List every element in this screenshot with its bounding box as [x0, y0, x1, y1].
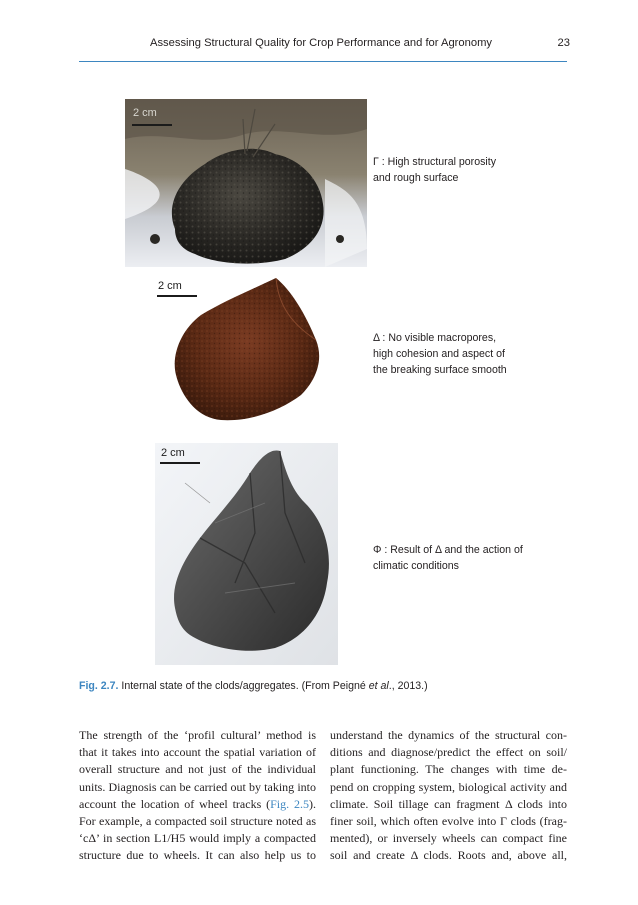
body-line: understand the dynamics of the structural con-	[330, 728, 567, 742]
body-line: units. Diagnosis can be carried out by taking into	[79, 779, 316, 794]
caption-italic: et al	[368, 680, 389, 692]
body-line: that it takes into account the spatial variation of	[79, 745, 316, 760]
caption-text-end: ., 2013.)	[388, 680, 428, 692]
figure-caption	[79, 680, 569, 692]
body-line: pend on cropping system, biological activity and	[330, 779, 567, 794]
body-line: ‘cΔ’ in section L1/H5 would imply a compacted	[79, 831, 316, 846]
annotation-delta	[373, 330, 507, 378]
body-line: finer soil, which often evolve into Γ clods (frag-	[330, 813, 567, 828]
annotation-line: high cohesion and aspect of	[373, 348, 505, 360]
body-line: structure due to wheels. It can also help us to	[79, 848, 316, 863]
body-column-left	[79, 727, 316, 865]
body-line: For example, a compacted soil structure noted as	[79, 813, 316, 828]
scale-bar-gamma	[132, 124, 172, 126]
body-column-right	[330, 727, 567, 865]
body-line: plant functioning. The changes with time de-	[330, 762, 567, 777]
scale-bar-delta	[157, 295, 197, 297]
clod-photo-delta	[166, 270, 326, 430]
annotation-phi	[373, 542, 523, 574]
scale-label-delta: 2 cm	[158, 280, 182, 292]
annotation-line: Γ : High structural porosity	[373, 156, 496, 168]
scale-label-gamma: 2 cm	[133, 107, 157, 119]
body-line: overall structure and not just of the individual	[79, 762, 316, 777]
header-rule	[79, 61, 567, 62]
annotation-line: climatic conditions	[373, 560, 459, 572]
body-line: soil and create Δ clods. Roots and, above all,	[330, 848, 567, 863]
body-text: account the location of wheel tracks (	[79, 796, 271, 811]
annotation-line: the breaking surface smooth	[373, 364, 507, 376]
scale-label-phi: 2 cm	[161, 447, 185, 459]
body-line: climate. Soil tillage can fragment Δ clods into	[330, 796, 567, 811]
page-number: 23	[557, 37, 570, 49]
running-title: Assessing Structural Quality for Crop Performance and for Agronomy	[150, 37, 492, 49]
annotation-gamma	[373, 154, 496, 186]
annotation-line: Δ : No visible macropores,	[373, 332, 497, 344]
figure-label: Fig. 2.7.	[79, 680, 119, 692]
body-text: ).	[308, 796, 316, 811]
annotation-line: and rough surface	[373, 172, 459, 184]
body-line: ditions and diagnose/predict the effect on soil/	[330, 745, 567, 760]
clod-photo-phi	[155, 443, 338, 665]
body-line-with-xref	[79, 796, 316, 813]
figure-xref-link[interactable]: Fig. 2.5	[270, 796, 309, 811]
scale-bar-phi	[160, 462, 200, 464]
annotation-line: Φ : Result of Δ and the action of	[373, 544, 523, 556]
caption-text: Internal state of the clods/aggregates. (From Peigné	[121, 680, 369, 692]
body-line: The strength of the ‘profil cultural’ method is	[79, 728, 316, 742]
body-line: mented), or inversely wheels can compact fine	[330, 831, 567, 846]
